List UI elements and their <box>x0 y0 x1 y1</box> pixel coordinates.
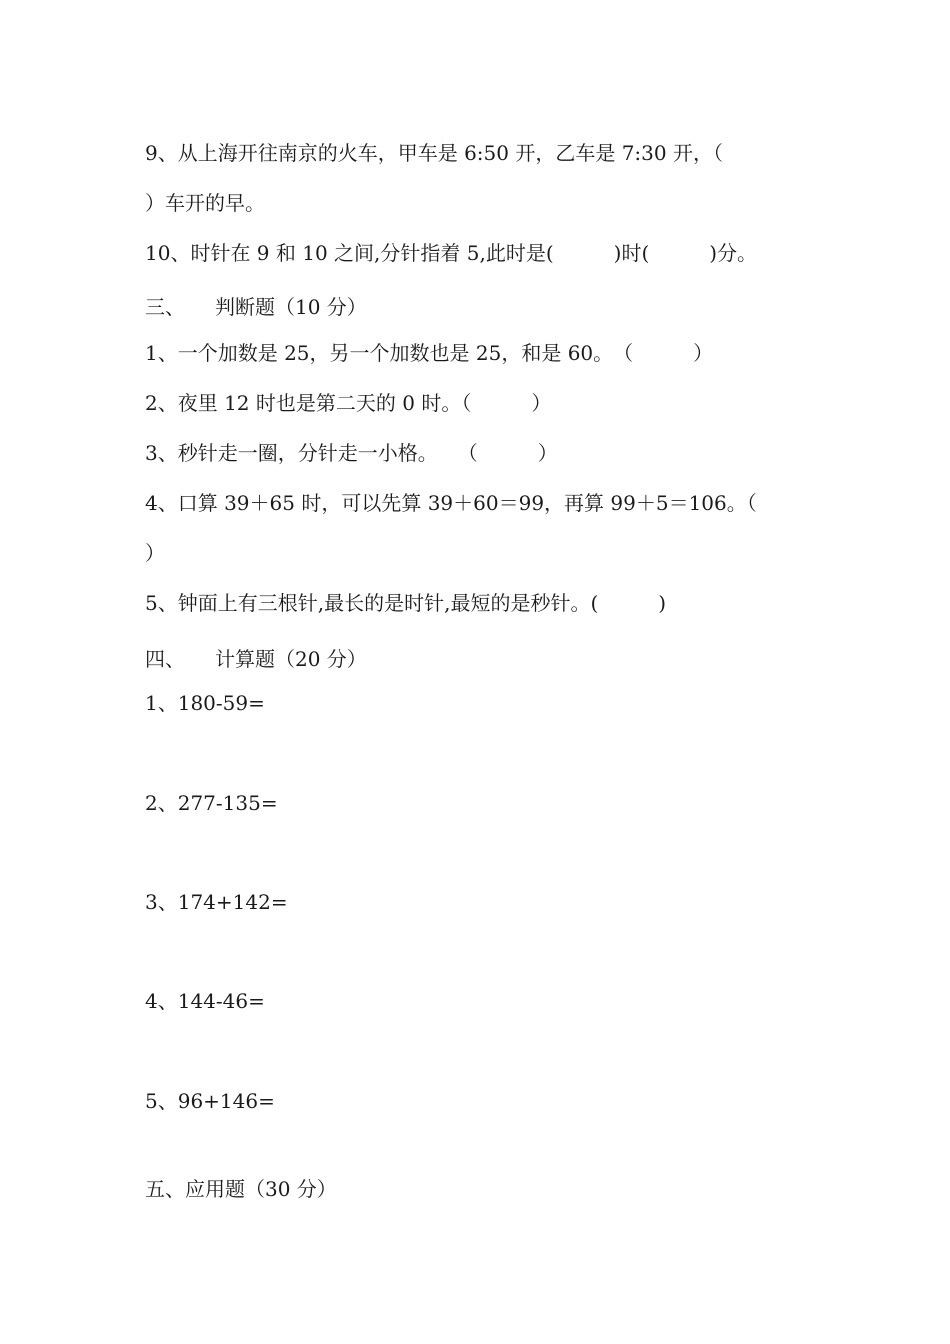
section-5-title: 五、应用题（30 分） <box>145 1177 337 1201</box>
calc-question-3: 3、174+142= <box>145 890 288 914</box>
judge-question-1: 1、一个加数是 25，另一个加数也是 25，和是 60。 （ ） <box>145 341 714 365</box>
judge-question-3: 3、秒针走一圈，分针走一小格。 （ ） <box>145 441 558 465</box>
calc-question-4: 4、144-46= <box>145 989 265 1013</box>
question-10: 10、时针在 9 和 10 之间,分针指着 5,此时是( )时( )分。 <box>145 241 758 265</box>
judge-question-4-line-2: ） <box>145 541 165 565</box>
section-4-title: 四、 计算题（20 分） <box>145 647 367 671</box>
judge-question-5: 5、钟面上有三根针,最长的是时针,最短的是秒针。( ) <box>145 591 667 615</box>
calc-question-2: 2、277-135= <box>145 791 278 815</box>
calc-question-1: 1、180-59= <box>145 691 265 715</box>
section-3-title: 三、 判断题（10 分） <box>145 295 367 319</box>
calc-question-5: 5、96+146= <box>145 1089 275 1113</box>
judge-question-2: 2、夜里 12 时也是第二天的 0 时。（ ） <box>145 391 552 415</box>
judge-question-4-line-1: 4、口算 39＋65 时，可以先算 39＋60＝99，再算 99＋5＝106。（ <box>145 491 757 515</box>
question-9-line-1: 9、从上海开往南京的火车，甲车是 6:50 开，乙车是 7:30 开，（ <box>145 141 723 165</box>
question-9-line-2: ）车开的早。 <box>145 191 265 215</box>
